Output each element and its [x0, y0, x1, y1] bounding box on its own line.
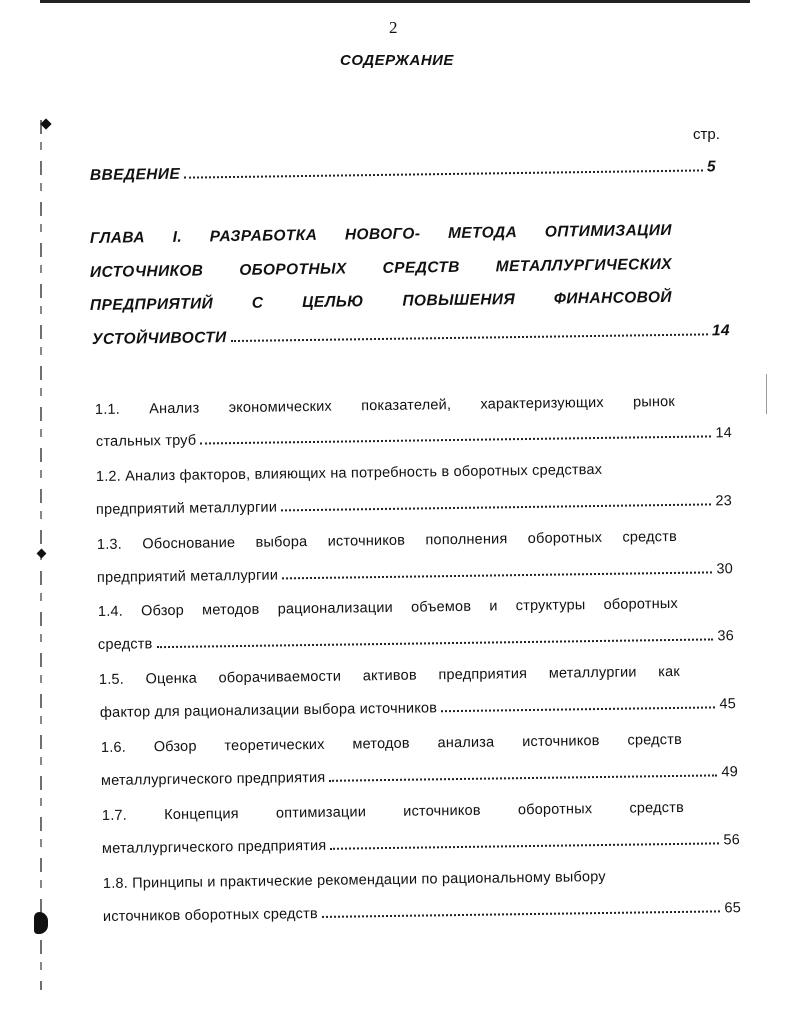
word: показателей,: [361, 397, 452, 415]
dot-leader: [330, 841, 719, 849]
section-title-line: [98, 596, 678, 620]
word: Обоснование: [142, 535, 236, 553]
dot-leader: [184, 168, 703, 178]
word: методов: [202, 601, 260, 619]
section-title-line: [99, 664, 680, 688]
toc-entry-section: [98, 628, 734, 653]
word: ЦЕЛЬЮ: [302, 293, 364, 312]
section-title: 1.2. Анализ факторов, влияющих на потребность в оборотных средствах: [95, 461, 603, 485]
toc-entry-label: предприятий металлургии: [96, 567, 279, 586]
toc-entry-section: [103, 900, 741, 925]
word: металлургии: [548, 664, 637, 682]
toc-entry-label: стальных труб: [95, 432, 197, 450]
word: оптимизации: [275, 804, 367, 822]
word: МЕТАЛЛУРГИЧЕСКИХ: [495, 255, 673, 276]
toc-entry-page: 5: [706, 158, 717, 176]
word: рационализации: [277, 599, 394, 618]
dot-leader: [157, 637, 714, 648]
word: НОВОГО-: [344, 225, 421, 244]
word: выбора: [255, 534, 308, 551]
toc-entry-page: 14: [715, 425, 733, 442]
toc-entry-intro: [90, 158, 716, 185]
word: анализа: [437, 734, 495, 752]
word: Концепция: [164, 806, 239, 824]
word: 1.4.: [97, 603, 124, 620]
word: ПОВЫШЕНИЯ: [402, 291, 516, 310]
toc-entry-page: 49: [721, 764, 739, 781]
word: структуры: [515, 597, 586, 615]
word: рынок: [632, 393, 676, 411]
section-title-line: [102, 800, 684, 824]
word: объемов: [410, 598, 472, 616]
toc-entry-chapter: [92, 322, 730, 349]
section-title-line: [97, 529, 677, 553]
word: предприятия: [438, 666, 528, 684]
word: оборотных: [527, 529, 603, 547]
toc-entry-page: 65: [724, 900, 742, 917]
chapter-title-line: [90, 289, 672, 315]
scan-mark: [766, 374, 767, 414]
toc-entry-label: УСТОЙЧИВОСТИ: [91, 329, 227, 348]
word: оборотных: [603, 595, 679, 613]
word: оборачиваемости: [218, 668, 342, 687]
toc-entry-page: 45: [719, 696, 737, 713]
word: активов: [362, 667, 417, 685]
word: СРЕДСТВ: [382, 258, 460, 277]
toc-entry-label: ВВЕДЕНИЕ: [89, 165, 181, 184]
word: методов: [352, 735, 410, 753]
word: 1.7.: [101, 807, 128, 824]
toc-entry-label: предприятий металлургии: [95, 499, 278, 518]
word: Обзор: [141, 602, 185, 620]
toc-entry-label: металлургического предприятия: [101, 837, 327, 857]
word: Оценка: [145, 670, 198, 688]
scan-blot: [40, 118, 51, 129]
toc-entry-section: [96, 425, 732, 450]
word: как: [658, 663, 680, 681]
page-column-label: стр.: [693, 126, 720, 143]
word: ОПТИМИЗАЦИИ: [544, 221, 673, 241]
toc-entry-label: фактор для рационализации выбора источников: [99, 700, 438, 721]
dot-leader: [322, 909, 721, 918]
scan-top-border: [40, 0, 750, 3]
word: I.: [172, 228, 183, 246]
word: теоретических: [224, 736, 325, 755]
chapter-title-line: [90, 222, 672, 248]
dot-leader: [282, 570, 712, 579]
toc-entry-label: металлургического предприятия: [100, 769, 326, 789]
toc-entry-page: 56: [723, 832, 741, 849]
section-title-line: [101, 732, 682, 756]
toc-entry-page: 14: [711, 322, 731, 340]
toc-entry-section: [101, 764, 738, 789]
word: ПРЕДПРИЯТИЙ: [89, 295, 214, 314]
page-number: 2: [389, 18, 398, 37]
word: ФИНАНСОВОЙ: [553, 288, 673, 308]
dot-leader: [200, 434, 711, 444]
toc-entry-section: [97, 561, 733, 586]
word: источников: [522, 733, 600, 751]
toc-entry-page: 23: [715, 493, 733, 510]
toc-entry-section: [96, 493, 732, 518]
toc-entry-page: 36: [717, 628, 735, 645]
word: средств: [627, 731, 683, 749]
section-title: 1.8. Принципы и практические рекомендации по рациональному выбору: [102, 868, 606, 892]
chapter-title-line: [90, 256, 672, 282]
toc-entry-label: средств: [97, 636, 153, 653]
dot-leader: [281, 502, 711, 511]
word: 1.6.: [100, 739, 127, 756]
dot-leader: [441, 705, 715, 712]
word: МЕТОДА: [447, 224, 518, 242]
word: 1.1.: [94, 401, 121, 418]
section-title-line: [96, 461, 676, 485]
toc-entry-page: 30: [716, 561, 734, 578]
word: источников: [403, 802, 481, 820]
word: характеризующих: [480, 394, 604, 413]
word: ИСТОЧНИКОВ: [89, 262, 204, 281]
toc-entry-label: источников оборотных средств: [102, 906, 318, 925]
word: источников: [327, 532, 406, 550]
dot-leader: [329, 773, 717, 781]
word: средств: [629, 799, 685, 817]
word: Обзор: [153, 738, 197, 756]
word: ГЛАВА: [89, 229, 146, 247]
word: 1.5.: [98, 671, 125, 688]
word: и: [489, 598, 498, 615]
toc-entry-section: [102, 832, 740, 857]
dot-leader: [231, 332, 708, 342]
word: оборотных: [517, 801, 593, 819]
word: РАЗРАБОТКА: [209, 226, 318, 246]
word: ОБОРОТНЫХ: [239, 260, 347, 279]
toc-title: СОДЕРЖАНИЕ: [340, 52, 454, 69]
word: С: [251, 294, 264, 312]
word: экономических: [228, 398, 333, 417]
section-title-line: [103, 868, 685, 892]
section-title-line: [95, 394, 675, 418]
word: средств: [622, 528, 678, 546]
toc-entry-section: [100, 696, 736, 721]
scan-blot: [37, 549, 47, 559]
scan-blot: [34, 912, 48, 934]
word: пополнения: [425, 531, 508, 549]
word: Анализ: [149, 400, 200, 418]
word: 1.3.: [96, 536, 123, 553]
